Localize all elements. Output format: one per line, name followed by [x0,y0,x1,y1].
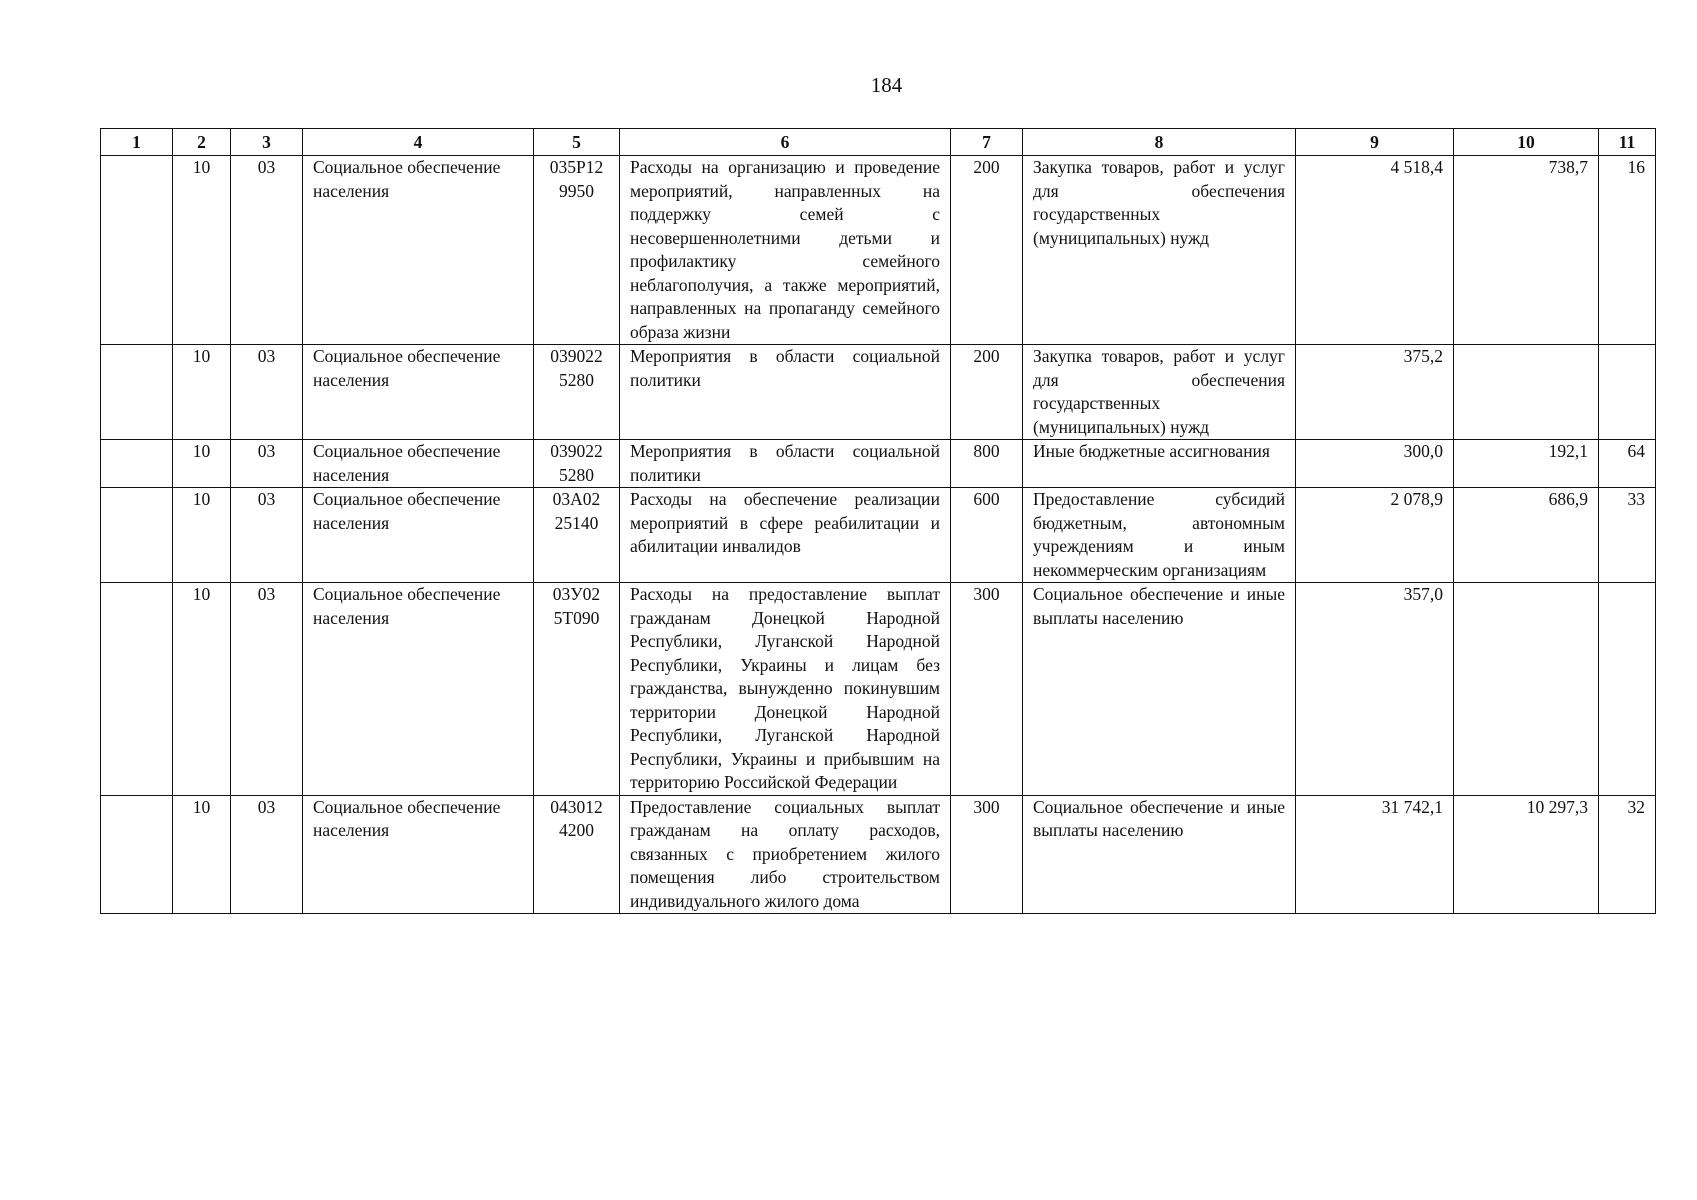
cell-expense-type-name: Социальное обеспечение и иные выплаты населению [1023,795,1296,914]
cell-amount-11 [1599,583,1656,796]
table-row [101,583,1656,796]
column-header-3: 3 [231,129,303,156]
cell-empty [101,440,173,488]
table-row [101,156,1656,345]
cell-amount-9: 4 518,4 [1296,156,1454,345]
cell-subsection: 03 [231,156,303,345]
cell-expense-type-name: Социальное обеспечение и иные выплаты населению [1023,583,1296,796]
cell-amount-11 [1599,345,1656,440]
cell-expense-type: 600 [951,488,1023,583]
cell-amount-11: 32 [1599,795,1656,914]
cell-amount-9: 375,2 [1296,345,1454,440]
cell-expense-type-name: Закупка товаров, работ и услуг для обеспечения государственных (муниципальных) нужд [1023,156,1296,345]
cell-expense-type-name: Предоставление субсидий бюджетным, автономным учреждениям и иным некоммерческим организациям [1023,488,1296,583]
cell-target-article: 039022 5280 [534,440,620,488]
cell-target-article: 043012 4200 [534,795,620,914]
cell-amount-10: 192,1 [1454,440,1599,488]
cell-amount-11: 33 [1599,488,1656,583]
cell-article-name: Мероприятия в области социальной политики [620,440,951,488]
cell-subsection-name: Социальное обеспечение населения [303,440,534,488]
cell-article-name: Предоставление социальных выплат гражданам на оплату расходов, связанных с приобретением жилого помещения либо строительством индивидуального жилого дома [620,795,951,914]
cell-article-name: Мероприятия в области социальной политики [620,345,951,440]
cell-section: 10 [173,583,231,796]
column-header-4: 4 [303,129,534,156]
cell-amount-10 [1454,345,1599,440]
column-header-8: 8 [1023,129,1296,156]
cell-section: 10 [173,156,231,345]
cell-expense-type: 200 [951,345,1023,440]
cell-empty [101,488,173,583]
cell-amount-10: 10 297,3 [1454,795,1599,914]
column-header-10: 10 [1454,129,1599,156]
column-header-6: 6 [620,129,951,156]
page-number: 184 [870,73,903,97]
cell-subsection-name: Социальное обеспечение населения [303,345,534,440]
cell-empty [101,583,173,796]
cell-empty [101,345,173,440]
column-header-1: 1 [101,129,173,156]
cell-section: 10 [173,488,231,583]
cell-expense-type: 200 [951,156,1023,345]
cell-amount-11: 64 [1599,440,1656,488]
column-header-9: 9 [1296,129,1454,156]
cell-subsection-name: Социальное обеспечение населения [303,583,534,796]
cell-amount-9: 2 078,9 [1296,488,1454,583]
cell-amount-9: 31 742,1 [1296,795,1454,914]
cell-target-article: 039022 5280 [534,345,620,440]
cell-target-article: 03А02 25140 [534,488,620,583]
table-row [101,345,1656,440]
column-header-7: 7 [951,129,1023,156]
table-row [101,440,1656,488]
header-row [101,129,1656,156]
cell-amount-10 [1454,583,1599,796]
column-header-11: 11 [1599,129,1656,156]
cell-article-name: Расходы на обеспечение реализации мероприятий в сфере реабилитации и абилитации инвалидов [620,488,951,583]
cell-expense-type: 300 [951,583,1023,796]
cell-subsection-name: Социальное обеспечение населения [303,795,534,914]
budget-table [100,128,1656,914]
cell-amount-9: 300,0 [1296,440,1454,488]
cell-target-article: 035Р12 9950 [534,156,620,345]
cell-subsection: 03 [231,440,303,488]
cell-article-name: Расходы на предоставление выплат гражданам Донецкой Народной Республики, Луганской Народной Республики, Украины и лицам без гражданства, вынужденно покинувшим территории Донецкой Народной Республики, Луганской Народной Республики, Украины и прибывшим на территорию Российской Федерации [620,583,951,796]
cell-amount-10: 686,9 [1454,488,1599,583]
cell-amount-11: 16 [1599,156,1656,345]
cell-subsection: 03 [231,345,303,440]
cell-subsection-name: Социальное обеспечение населения [303,156,534,345]
cell-target-article: 03У02 5Т090 [534,583,620,796]
cell-expense-type: 300 [951,795,1023,914]
cell-section: 10 [173,345,231,440]
column-header-5: 5 [534,129,620,156]
cell-expense-type-name: Закупка товаров, работ и услуг для обеспечения государственных (муниципальных) нужд [1023,345,1296,440]
cell-section: 10 [173,795,231,914]
cell-expense-type: 800 [951,440,1023,488]
cell-expense-type-name: Иные бюджетные ассигнования [1023,440,1296,488]
cell-subsection: 03 [231,583,303,796]
cell-amount-9: 357,0 [1296,583,1454,796]
cell-section: 10 [173,440,231,488]
cell-subsection-name: Социальное обеспечение населения [303,488,534,583]
cell-subsection: 03 [231,795,303,914]
column-header-2: 2 [173,129,231,156]
cell-empty [101,795,173,914]
table-row [101,795,1656,914]
cell-subsection: 03 [231,488,303,583]
cell-article-name: Расходы на организацию и проведение мероприятий, направленных на поддержку семей с несовершеннолетними детьми и профилактику семейного неблагополучия, а также мероприятий, направленных на пропаганду семейного образа жизни [620,156,951,345]
cell-amount-10: 738,7 [1454,156,1599,345]
table-row [101,488,1656,583]
cell-empty [101,156,173,345]
